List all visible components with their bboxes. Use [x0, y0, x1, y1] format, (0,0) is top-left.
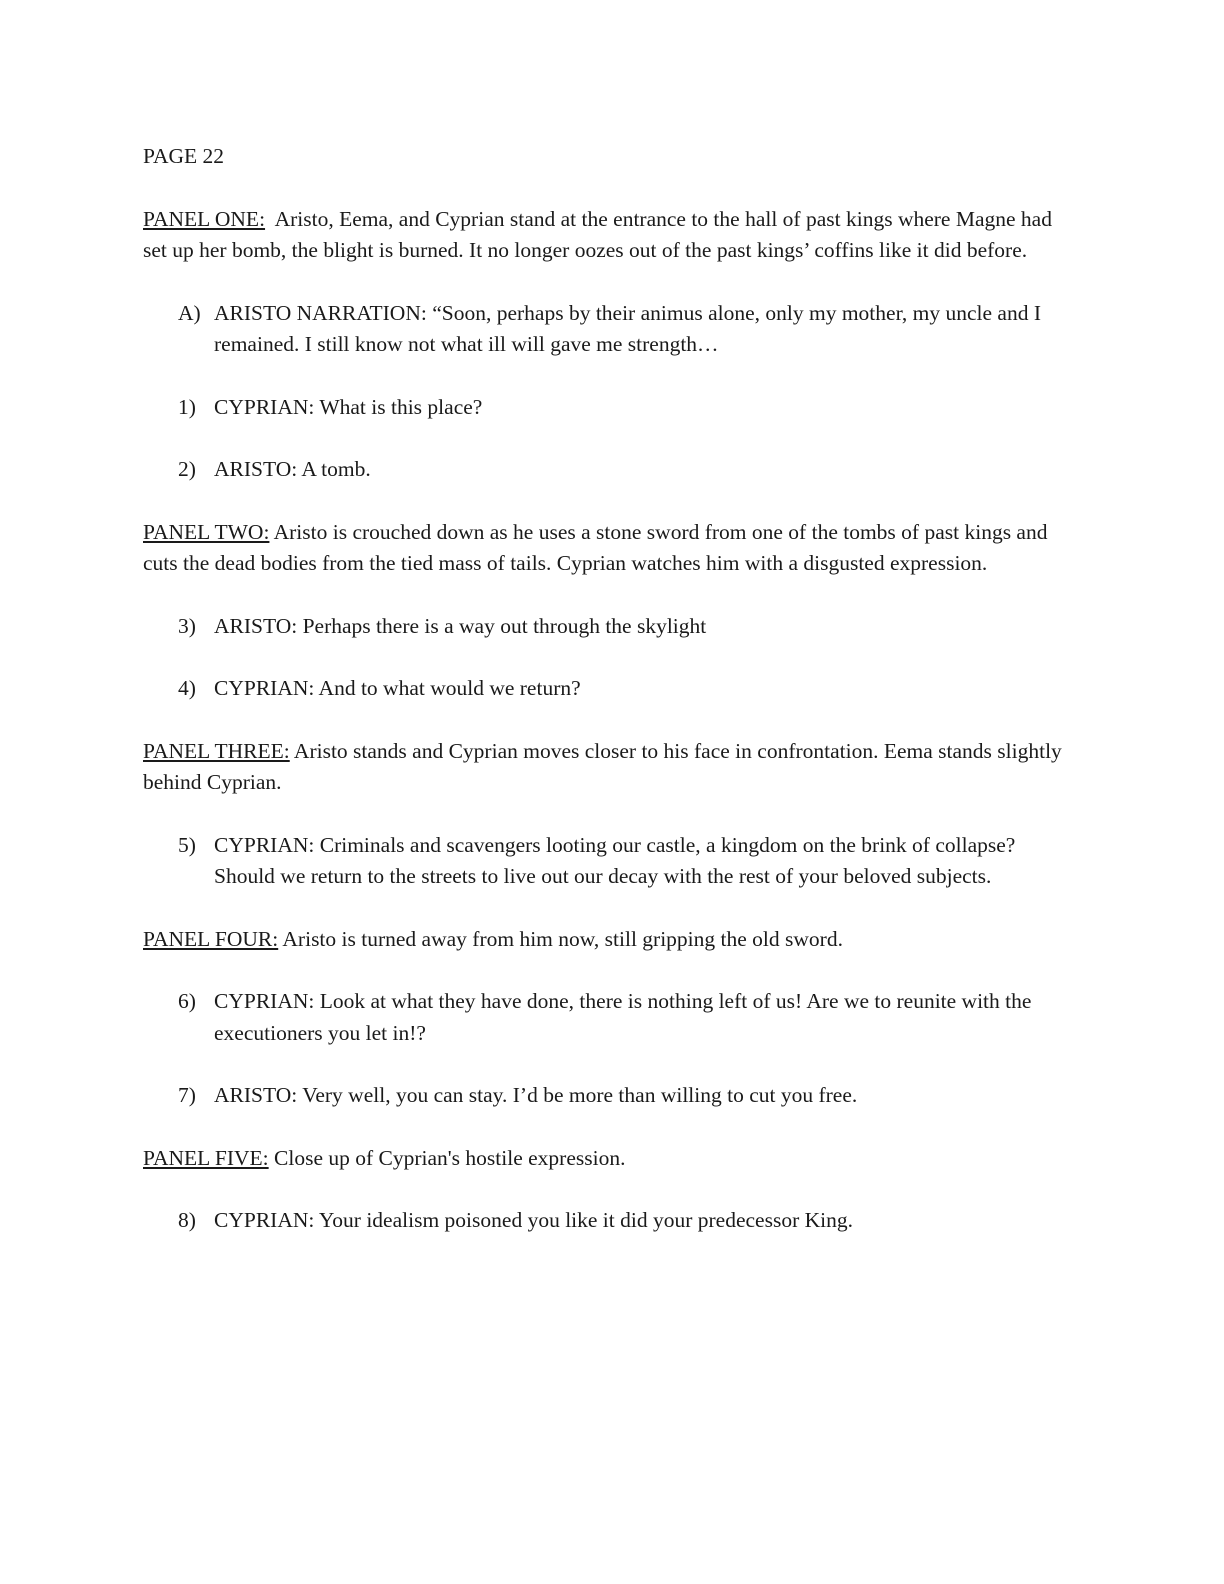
script-item-1 [143, 392, 1078, 424]
panel-four-text: Aristo is turned away from him now, still gripping the old sword. [278, 926, 843, 951]
item-text: CYPRIAN: And to what would we return? [214, 676, 581, 700]
item-text: CYPRIAN: Your idealism poisoned you like it did your predecessor King. [214, 1208, 853, 1232]
item-text: CYPRIAN: What is this place? [214, 394, 483, 419]
item-text: ARISTO: A tomb. [214, 457, 371, 481]
panel-two-label: PANEL TWO: [143, 519, 270, 544]
item-text: ARISTO: Perhaps there is a way out through the skylight [214, 613, 707, 638]
panel-three-description [143, 736, 1078, 799]
item-text: ARISTO NARRATION: “Soon, perhaps by their animus alone, only my mother, my uncle and I remained. I still know not what ill will gave me strength… [214, 300, 1041, 356]
panel-three-label: PANEL THREE: [143, 738, 290, 763]
item-text: ARISTO: Very well, you can stay. I’d be more than willing to cut you free. [214, 1083, 858, 1107]
item-marker: 5) [178, 832, 196, 857]
panel-four-description [143, 924, 1078, 956]
item-marker: A) [178, 300, 201, 325]
item-marker: 6) [178, 989, 196, 1013]
panel-two-description [143, 517, 1078, 580]
item-marker: 3) [178, 613, 196, 638]
item-text: CYPRIAN: Criminals and scavengers looting our castle, a kingdom on the brink of collapse? Should we return to the streets to live out our decay with the rest of your beloved subjects. [214, 832, 1016, 888]
panel-five-label: PANEL FIVE: [143, 1145, 269, 1170]
page-title: PAGE 22 [143, 144, 225, 168]
panel-one-label: PANEL ONE: [143, 206, 266, 231]
item-text: CYPRIAN: Look at what they have done, there is nothing left of us! Are we to reunite with the executioners you let in!? [214, 989, 1032, 1045]
item-marker: 7) [178, 1083, 196, 1107]
page-content [143, 141, 1078, 1268]
panel-three-text: Aristo stands and Cyprian moves closer to his face in confrontation. Eema stands slightly behind Cyprian. [143, 738, 1068, 794]
script-item-5 [143, 830, 1078, 893]
item-marker: 8) [178, 1208, 196, 1232]
script-item-3 [143, 611, 1078, 643]
script-item-a [143, 298, 1078, 361]
panel-five-text: Close up of Cyprian's hostile expression. [268, 1145, 626, 1170]
item-marker: 2) [178, 457, 196, 481]
script-item-6 [143, 986, 1078, 1049]
item-marker: 1) [178, 394, 196, 419]
script-item-8 [143, 1205, 1078, 1237]
panel-four-label: PANEL FOUR: [143, 926, 279, 951]
panel-two-text: Aristo is crouched down as he uses a stone sword from one of the tombs of past kings and cuts the dead bodies from the tied mass of tails. Cyprian watches him with a disgusted expression. [143, 519, 1053, 575]
script-item-7 [143, 1080, 1078, 1112]
panel-five-description [143, 1143, 1078, 1175]
script-item-2 [143, 454, 1078, 486]
panel-one-description [143, 204, 1078, 267]
panel-one-text: Aristo, Eema, and Cyprian stand at the entrance to the hall of past kings where Magne had set up her bomb, the blight is burned. It no longer oozes out of the past kings’ coffins like it did before. [143, 206, 1058, 262]
item-marker: 4) [178, 676, 196, 700]
script-item-4 [143, 673, 1078, 705]
